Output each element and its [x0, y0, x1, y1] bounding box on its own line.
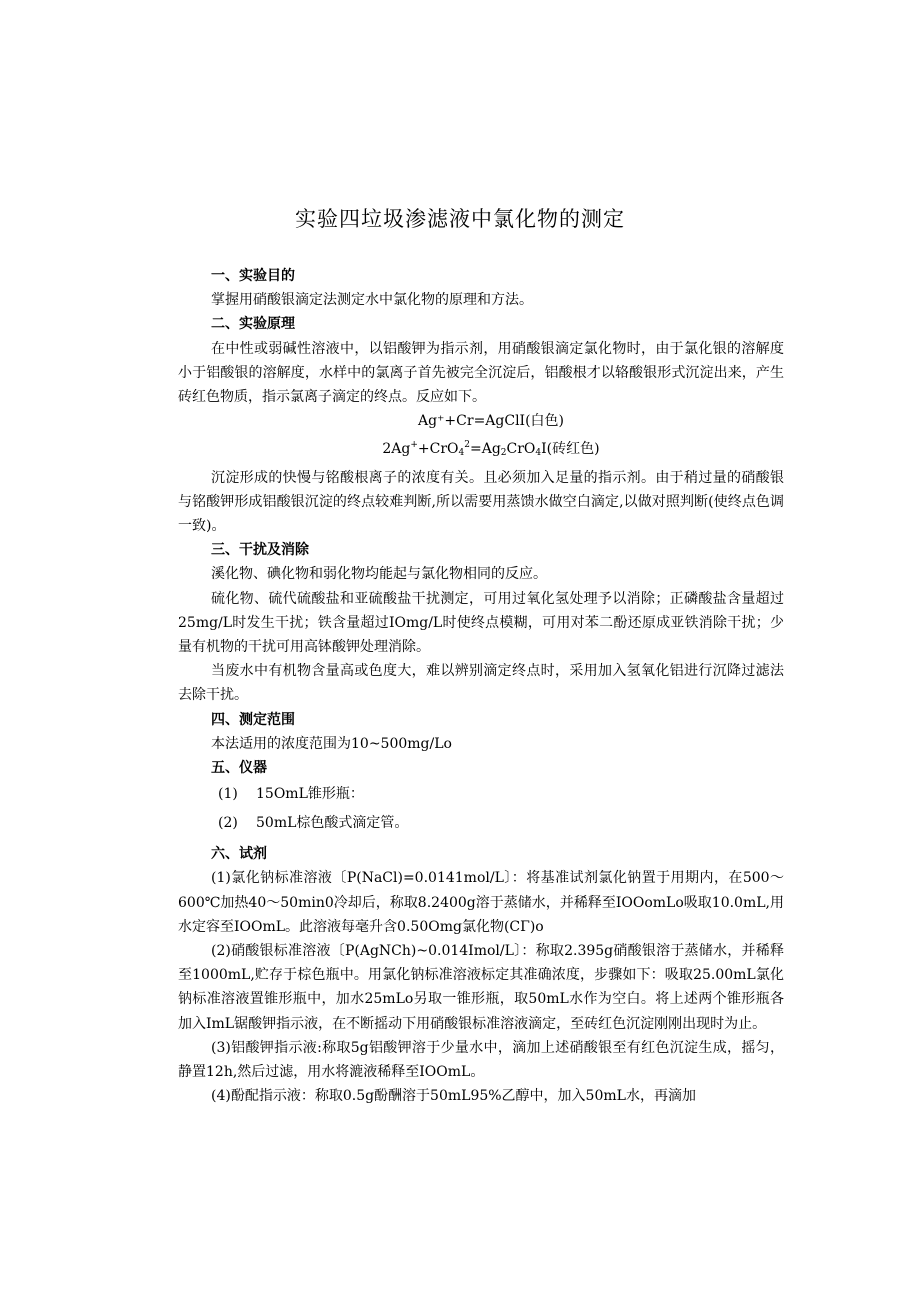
equation-2-sub: 2 [500, 448, 507, 459]
list-item [178, 780, 784, 809]
equation-2-part: =Ag [469, 441, 501, 458]
heading-range: 四、测定范围 [211, 711, 295, 728]
equation-2-sup: 2 [464, 440, 470, 451]
reagent-4: (4)酚配指示液：称取0.5g酚酬溶于50mL95%乙醇中，加入50mL水，再滴加 [211, 1088, 696, 1105]
purpose-text: 掌握用硝酸银滴定法测定水中氯化物的原理和方法。 [211, 292, 533, 309]
list-item-number: (2) [218, 815, 238, 832]
list-item-text: 50mL棕色酸式滴定管。 [256, 815, 409, 832]
document-body [178, 264, 784, 1109]
reagent-2: (2)硝酸银标准溶液〔P(AgNCh)~0.014Imol/L〕：称取2.395g硝酸银溶于蒸储水，并稀释至1000mL,贮存于棕色瓶中。用氯化钠标准溶液标定其准确浓度，步骤如下：吸取25.00mL氯化钠标准溶液置锥形瓶中，加水25mLo另取一锥形瓶，取50mL水作为空白。将上述两个锥形瓶各加入ImL锯酸钾指示液，在不断摇动下用硝酸银标准溶液滴定，至砖红色沉淀刚刚出现时为止。 [178, 943, 784, 1032]
principle-text-1: 在中性或弱碱性溶液中，以铝酸钾为指示剂，用硝酸银滴定氯化物时，由于氯化银的溶解度小于铝酸银的溶解度，水样中的氯离子首先被完全沉淀后，铝酸根才以辂酸银形式沉淀出来，产生砖红色物质，指示氯离子滴定的终点。反应如下。 [178, 340, 784, 406]
list-item [178, 809, 784, 838]
equation-1: Ag⁺+Cr=AgClI(白色) [417, 413, 565, 430]
heading-principle: 二、实验原理 [211, 316, 295, 333]
equation-2-part: CrO [506, 441, 536, 458]
heading-reagents: 六、试剂 [211, 846, 267, 863]
equation-2-sub: 4 [458, 448, 465, 459]
heading-interference: 三、干扰及消除 [211, 542, 309, 559]
heading-instruments: 五、仪器 [211, 760, 267, 777]
equation-2-sub: 4 [535, 448, 542, 459]
list-item-number: (1) [218, 786, 238, 803]
range-text: 本法适用的浓度范围为10~500mg/Lo [211, 735, 452, 752]
equation-2-part: +CrO [417, 441, 459, 458]
equation-2-part: 2Ag [382, 441, 411, 458]
principle-text-2: 沉淀形成的快慢与铭酸根离子的浓度有关。且必须加入足量的指示剂。由于稍过量的硝酸银与铭酸钾形成铝酸银沉淀的终点较难判断,所以需要用蒸馈水做空白滴定,以做对照判断(使终点色调一致)。 [178, 469, 784, 535]
list-item-text: 15OmL锥形瓶： [256, 786, 364, 803]
heading-purpose: 一、实验目的 [211, 268, 295, 284]
equation-2 [178, 433, 784, 465]
interference-text-2: 硫化物、硫代硫酸盐和亚硫酸盐干扰测定，可用过氧化氢处理予以消除；正磷酸盐含量超过25mg∕L时发生干扰；铁含量超过IOmg/L时使终点模糊，可用对苯二酚还原成亚铁消除干扰；少量有机物的干扰可用高钵酸钾处理消除。 [178, 590, 784, 656]
interference-text-1: 溪化物、碘化物和弱化物均能起与氯化物相同的反应。 [211, 566, 547, 583]
equation-2-sup: + [410, 440, 418, 451]
interference-text-3: 当废水中有机物含量高或色度大，难以辨别滴定终点时，采用加入氢氧化铝进行沉降过滤法去除干扰。 [178, 663, 784, 704]
reagent-1: (1)氯化钠标准溶液〔P(NaCl)=0.0141mol/L〕：将基准试剂氯化钠置于用期内，在500～600℃加热40～50min0冷却后，称取8.2400g溶于蒸储水，并稀释至IOOomLo吸取10.0mL,用水定容至IOOmL。此溶液每毫升含0.50Omg氯化物(CΓ)o [178, 870, 784, 935]
reagent-3: (3)铝酸钾指示液:称取5g铝酸钾溶于少量水中，滴加上述硝酸银至有红色沉淀生成，摇匀，静置12h,然后过滤，用水将漉液稀释至IOOmL。 [178, 1039, 784, 1081]
equation-2-part: I(砖红色) [541, 441, 600, 458]
page-title: 实验四垃圾渗滤液中氯化物的测定 [295, 207, 625, 231]
